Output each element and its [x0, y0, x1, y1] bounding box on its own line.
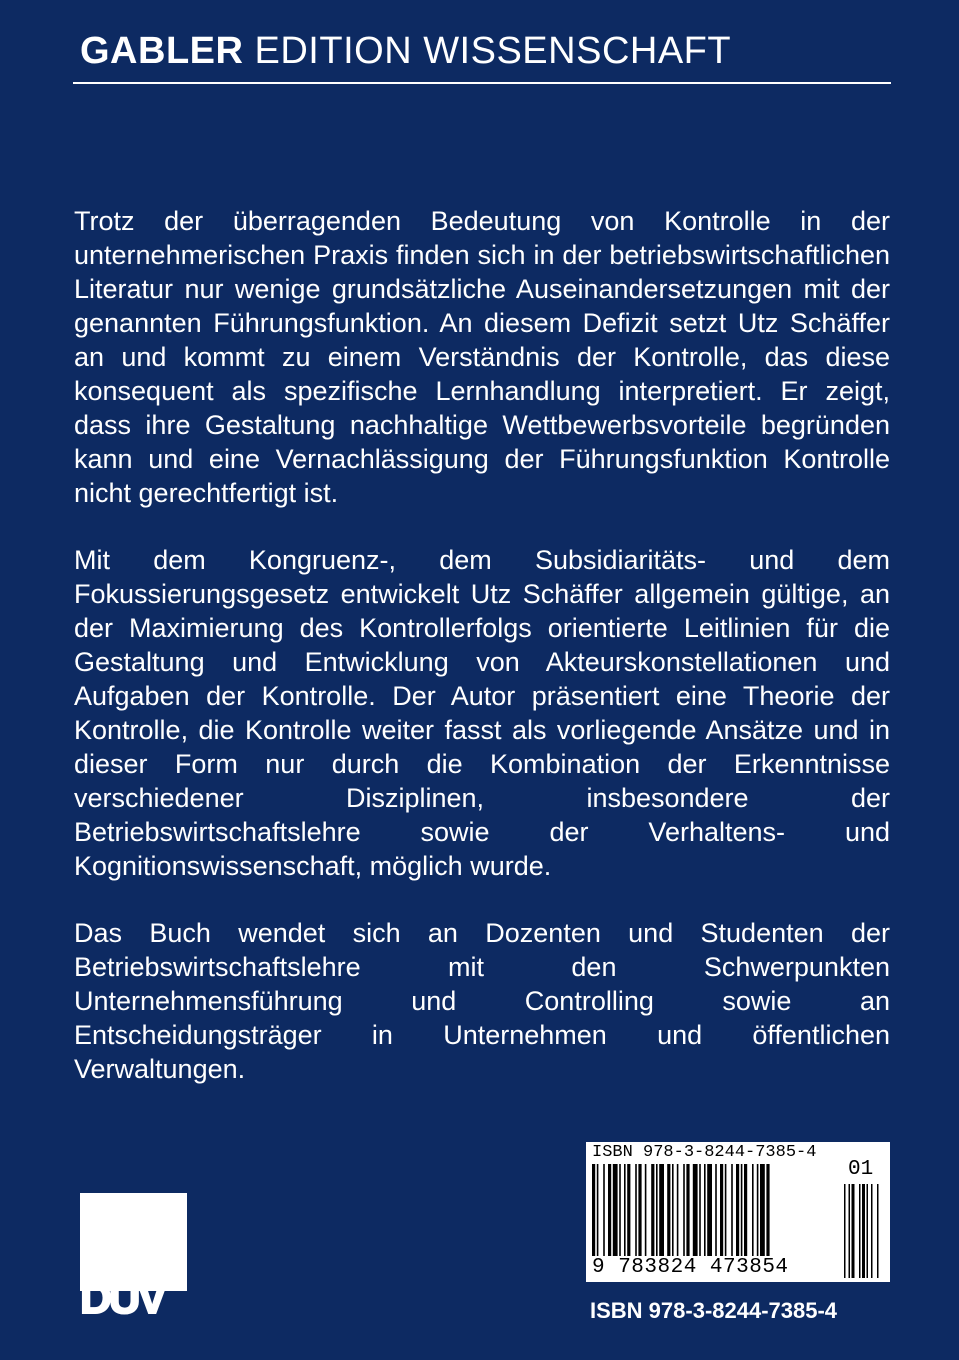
barcode-bar — [651, 1164, 654, 1256]
barcode-bar — [619, 1164, 621, 1256]
barcode-bar — [752, 1164, 754, 1256]
barcode-bar — [741, 1164, 743, 1256]
barcode-bar — [683, 1164, 685, 1256]
barcode-bar — [659, 1164, 664, 1256]
barcode-bar — [720, 1164, 723, 1256]
logo-text: DUV — [80, 1274, 164, 1323]
barcode-addon-bar — [852, 1184, 855, 1278]
series-brand: GABLER — [80, 30, 244, 72]
barcode-bar — [707, 1164, 712, 1256]
blurb-paragraph-2: Mit dem Kongruenz-, dem Subsidiaritäts- und dem Fokussierungsgesetz entwickelt Utz Schäffer allgemein gültige, an der Maximierung des Kontrollerfolgs orientierte Leitlinien für die Gestaltung und Entwicklung von Akteurskonstellationen und Aufgaben der Kontrolle. Der Autor präsentiert eine Theorie der Kontrolle, die Kontrolle weiter fasst als vorliegende Ansätze und in dieser Form nur durch die Kombination der Erkenntnisse verschiedener Disziplinen, insbesondere der Betriebswirtschaftslehre sowie der Verhaltens- und Kognitionswissenschaft, möglich wurde. — [74, 545, 890, 881]
barcode-bar — [704, 1164, 706, 1256]
barcode-digits: 9 783824 473854 — [592, 1256, 789, 1279]
barcode-bar — [699, 1164, 701, 1256]
barcode-bar — [645, 1164, 647, 1256]
barcode-bar — [597, 1164, 599, 1256]
barcode-bar — [638, 1164, 641, 1256]
barcode-bar — [744, 1164, 747, 1256]
barcode-bar — [725, 1164, 727, 1256]
series-rule — [73, 82, 891, 84]
barcode-bar — [715, 1164, 717, 1256]
back-cover-blurb — [74, 204, 890, 1119]
series-title — [80, 30, 731, 73]
barcode-bar — [731, 1164, 733, 1256]
barcode-bar — [627, 1164, 630, 1256]
barcode-bar — [677, 1164, 679, 1256]
barcode-bar — [693, 1164, 698, 1256]
barcode-bar — [736, 1164, 739, 1256]
barcode-isbn-text: ISBN 978-3-8244-7385-4 — [592, 1143, 817, 1162]
barcode-bar — [656, 1164, 658, 1256]
barcode-addon-bar — [859, 1184, 861, 1278]
isbn-barcode — [586, 1142, 890, 1282]
barcode-addon-digits: 01 — [848, 1158, 874, 1181]
barcode-bar — [603, 1164, 605, 1256]
barcode-bar — [686, 1164, 689, 1256]
barcode-bar — [608, 1164, 611, 1256]
duv-logo — [80, 1193, 187, 1322]
barcode-bar — [667, 1164, 670, 1256]
barcode-addon-bar — [877, 1184, 879, 1278]
barcode-addon-bar — [871, 1184, 873, 1278]
barcode-bar — [613, 1164, 618, 1256]
isbn-label: ISBN 978-3-8244-7385-4 — [590, 1298, 838, 1323]
barcode-addon-bar — [867, 1184, 869, 1278]
barcode-bar — [635, 1164, 637, 1256]
barcode-bar — [766, 1164, 769, 1256]
barcode-addon-bar — [862, 1184, 865, 1278]
series-name: EDITION WISSENSCHAFT — [254, 30, 732, 72]
barcode-bar — [760, 1164, 765, 1256]
barcode-bar — [592, 1164, 595, 1256]
barcode-addon-bar — [849, 1184, 851, 1278]
barcode-bar — [624, 1164, 626, 1256]
blurb-paragraph-1: Trotz der überragenden Bedeutung von Kontrolle in der unternehmerischen Praxis finden sich in der betriebswirtschaftlichen Literatur nur wenige grundsätzliche Auseinandersetzungen mit der genannten Führungsfunktion. An diesem Defizit setzt Utz Schäffer an und kommt zu einem Verständnis der Kontrolle, das diese konsequent als spezifische Lernhandlung interpretiert. Er zeigt, dass ihre Gestaltung nachhaltige Wettbewerbsvorteile begründen kann und eine Vernachlässigung der Führungsfunktion Kontrolle nicht gerechtfertigt ist. — [74, 206, 890, 508]
barcode-addon-bar — [844, 1184, 846, 1278]
barcode-bar — [757, 1164, 759, 1256]
barcode-bar — [672, 1164, 674, 1256]
blurb-paragraph-3: Das Buch wendet sich an Dozenten und Studenten der Betriebswirtschaftslehre mit den Schwerpunkten Unternehmensführung und Controlling sowie an Entscheidungsträger in Unternehmen und öffentlichen Verwaltungen. — [74, 918, 890, 1084]
